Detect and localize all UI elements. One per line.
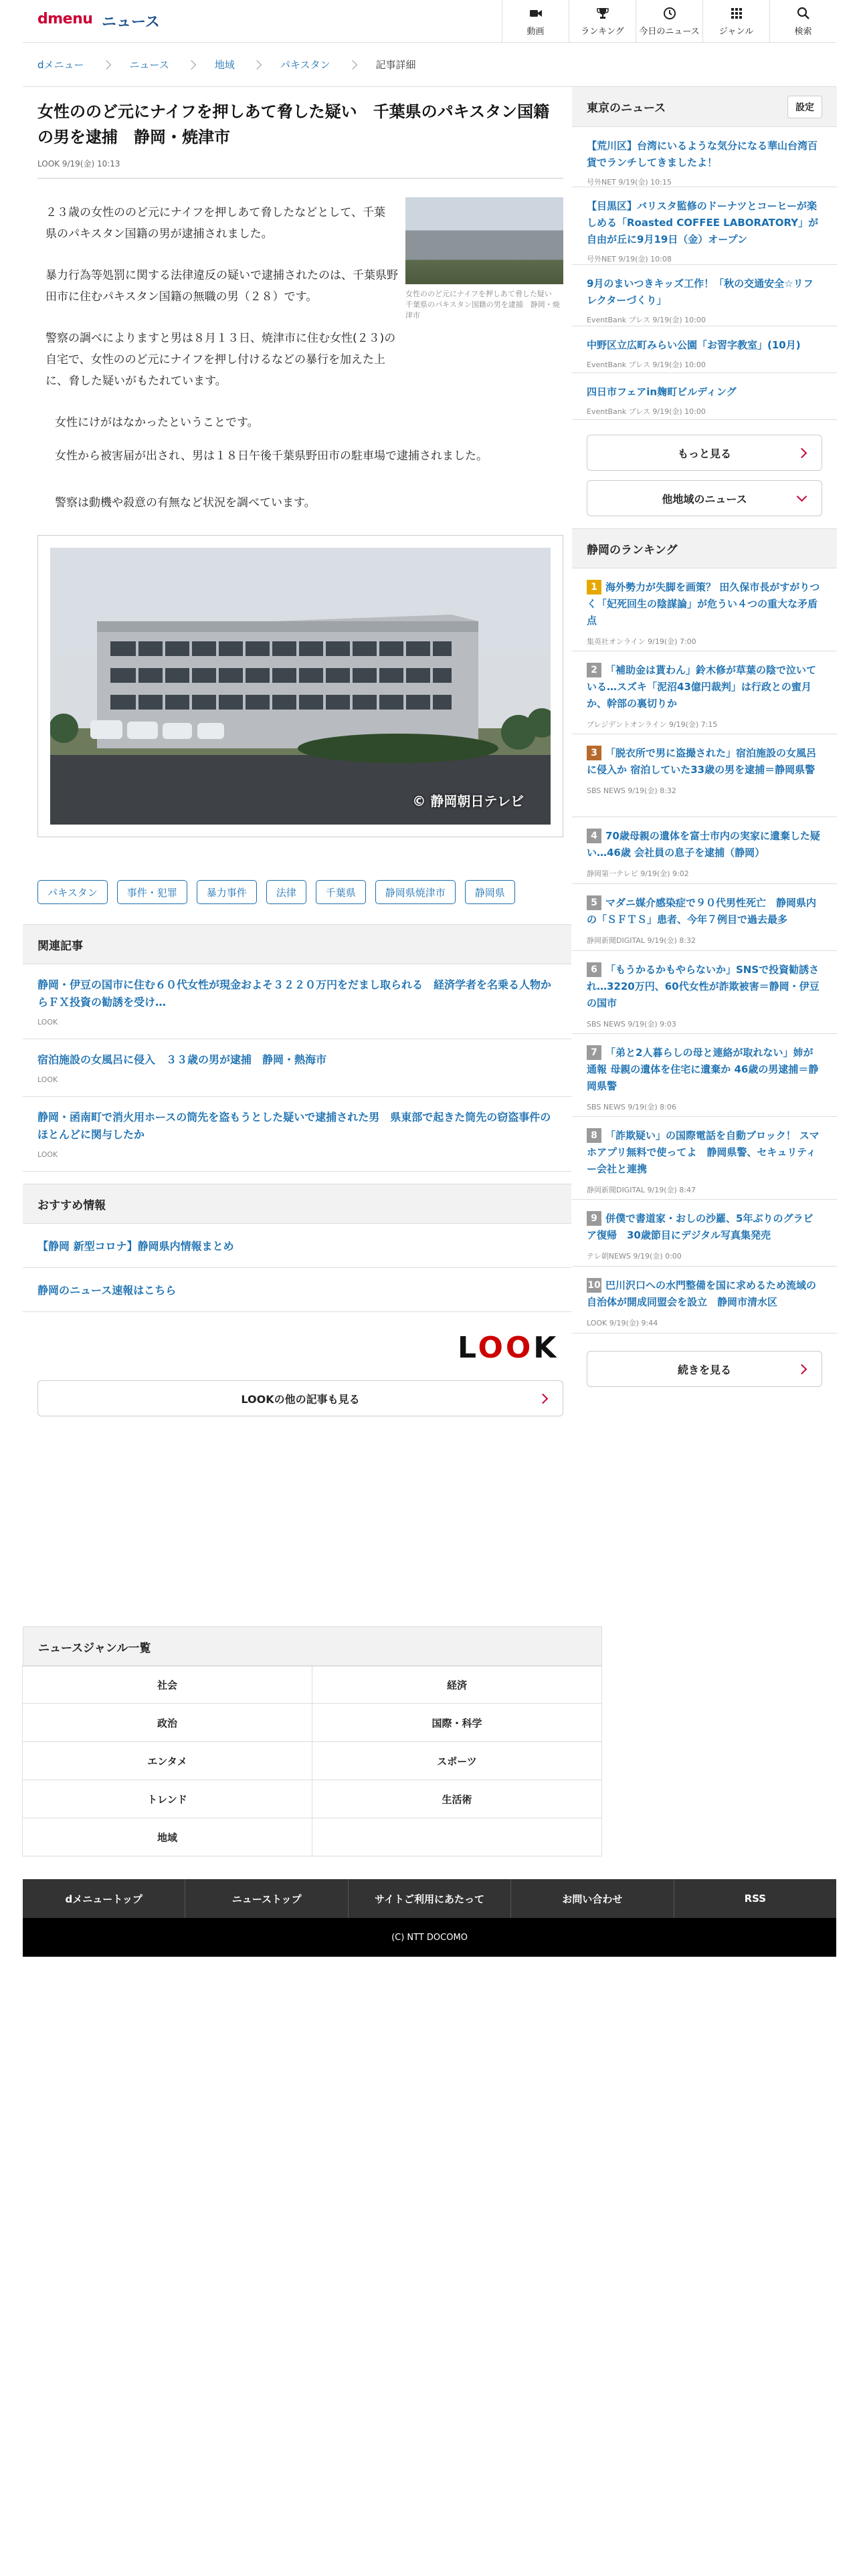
article-paragraph: 暴力行為等処罰に関する法律違反の疑いで逮捕されたのは、千葉県野田市に住むパキスタン国籍の無職の男（２８）です。 (45, 269, 398, 304)
ranking-source: LOOK 9/19(金) 9:44 (587, 1319, 658, 1327)
button-label: もっと見る (677, 447, 731, 460)
copyright: (C) NTT DOCOMO (23, 1918, 836, 1957)
related-title[interactable]: 静岡・函南町で消火用ホースの筒先を盗もうとした疑いで逮捕された男 県東部で起きた筒先の窃盗事件のほとんどに関与したか (37, 1111, 551, 1141)
ranking-title-row[interactable] (587, 828, 822, 861)
breadcrumb-region[interactable]: 地域 (214, 59, 235, 71)
tag-crime[interactable]: 事件・犯罪 (117, 880, 187, 904)
ranking-title-row[interactable] (587, 579, 822, 629)
recommend-heading: おすすめ情報 (23, 1184, 571, 1224)
ranking-item[interactable] (572, 568, 837, 651)
divider (37, 178, 563, 179)
chevron-right-icon (187, 60, 196, 69)
look-logo-letter: O (478, 1331, 506, 1365)
look-logo-letter: K (533, 1331, 559, 1365)
ranking-source: 集英社オンライン 9/19(金) 7:00 (587, 637, 696, 646)
ranking-title-row[interactable] (587, 1210, 822, 1244)
look-logo (458, 1331, 559, 1365)
ranking-title[interactable]: 「もうかるかもやらないか」SNSで投資勧誘され…3220万円、60代女性が詐欺被害＝静岡・伊豆の国市 (587, 964, 820, 1009)
nav-search[interactable] (769, 0, 836, 43)
related-item[interactable] (23, 1039, 571, 1097)
genre-link[interactable]: 政治 (22, 1703, 312, 1742)
ranking-item[interactable] (572, 734, 837, 817)
nav-label: 検索 (794, 26, 812, 37)
ranking-title-row[interactable] (587, 1277, 822, 1311)
article-thumbnail[interactable] (405, 197, 563, 284)
breadcrumb-pakistan[interactable]: パキスタン (280, 59, 330, 71)
news-source: EventBank プレス 9/19(金) 10:00 (587, 407, 706, 416)
tag-pakistan[interactable]: パキスタン (37, 880, 108, 904)
genre-link[interactable]: 経済 (312, 1665, 602, 1704)
search-icon (797, 7, 810, 20)
ranking-heading: 静岡のランキング (572, 528, 837, 568)
ranking-more-button[interactable] (587, 1351, 822, 1387)
ranking-title-row[interactable] (587, 662, 822, 712)
rank-badge: 6 (587, 962, 601, 977)
genre-empty-cell (312, 1818, 602, 1856)
genre-link[interactable]: 地域 (22, 1818, 312, 1856)
clock-icon (663, 7, 676, 20)
tokyo-news-item[interactable] (572, 187, 837, 265)
ranking-title-row[interactable] (587, 745, 822, 778)
ranking-title[interactable]: 「脱衣所で男に盗撮された」宿泊施設の女風呂に侵入か 宿泊していた33歳の男を逮捕＝静岡県警 (587, 747, 817, 776)
ranking-title[interactable]: 「補助金は貰わん」鈴木修が草葉の陰で泣いている…スズキ「泥沼43億円裁判」は行政との蜜月か、幹部の裏切りか (587, 664, 817, 710)
tokyo-news-item[interactable] (572, 265, 837, 326)
ranking-item[interactable] (572, 817, 837, 884)
news-title[interactable]: 【荒川区】台湾にいるような気分になる華山台湾百貨でランチしてきましたよ！ (587, 140, 818, 169)
news-title[interactable]: 9月のまいつきキッズ工作！「秋の交通安全☆リフレクターづくり」 (587, 278, 814, 306)
news-title[interactable]: 四日市フェアin麹町ビルディング (587, 386, 737, 398)
ranking-source: 静岡新聞DIGITAL 9/19(金) 8:32 (587, 936, 696, 945)
nav-label: 今日のニュース (639, 26, 700, 37)
related-source: LOOK (37, 1150, 58, 1159)
footer-link-terms[interactable]: サイトご利用にあたって (349, 1879, 511, 1918)
police-station-photo[interactable] (50, 548, 551, 825)
nav-label: ランキング (581, 26, 624, 37)
ranking-source: SBS NEWS 9/19(金) 9:03 (587, 1020, 676, 1029)
ranking-source: 静岡第一テレビ 9/19(金) 9:02 (587, 869, 689, 878)
breadcrumb (23, 43, 836, 87)
look-logo-letter: O (505, 1331, 534, 1365)
tag-chiba[interactable]: 千葉県 (316, 880, 366, 904)
news-source: 号外NET 9/19(金) 10:08 (587, 255, 672, 263)
rank-badge: 3 (587, 746, 601, 760)
tag-yaizu[interactable]: 静岡県焼津市 (375, 880, 456, 904)
nav-label: 動画 (527, 26, 545, 37)
rank-badge: 10 (587, 1278, 601, 1293)
genre-link[interactable]: 国際・科学 (312, 1703, 602, 1742)
tag-law[interactable]: 法律 (266, 880, 306, 904)
nav-label: ジャンル (719, 26, 754, 37)
breadcrumb-news[interactable]: ニュース (129, 59, 169, 71)
ranking-title[interactable]: マダニ媒介感染症で９０代男性死亡 静岡県内の「ＳＦＴＳ」患者、今年７例目で過去最多 (587, 897, 817, 926)
nav-ranking[interactable] (569, 0, 636, 43)
related-item[interactable] (23, 1097, 571, 1172)
ranking-item[interactable] (572, 1267, 837, 1333)
ranking-title[interactable]: 「弟と2人暮らしの母と連絡が取れない」姉が通報 母親の遺体を住宅に遺棄か 46歳の男逮捕＝静岡県警 (587, 1047, 819, 1092)
rank-badge: 8 (587, 1128, 601, 1143)
chevron-right-icon (252, 60, 262, 69)
site-header (23, 0, 836, 43)
photo-credit: © 静岡朝日テレビ (412, 793, 524, 809)
ranking-item[interactable] (572, 951, 837, 1034)
nav-genre[interactable] (702, 0, 769, 43)
news-title[interactable]: 中野区立広町みらい公園「お習字教室」(10月) (587, 339, 801, 351)
genre-link[interactable]: エンタメ (22, 1741, 312, 1780)
news-title[interactable]: 【目黒区】バリスタ監修のドーナツとコーヒーが楽しめる「Roasted COFFEE LABORATORY」が自由が丘に9月19日（金）オープン (587, 200, 819, 245)
tokyo-more-button[interactable] (587, 435, 822, 471)
related-heading: 関連記事 (23, 924, 571, 964)
tokyo-news-item[interactable] (572, 326, 837, 373)
related-source: LOOK (37, 1018, 58, 1027)
breadcrumb-current: 記事詳細 (375, 59, 416, 71)
chevron-right-icon (538, 1394, 549, 1404)
dmenu-logo[interactable]: dmenu (37, 11, 93, 27)
settings-button[interactable]: 設定 (787, 96, 822, 118)
nav-today[interactable] (636, 0, 702, 43)
ranking-title[interactable]: 巴川沢口への水門整備を国に求めるため流域の自治体が開成同盟会を設立 静岡市清水区 (587, 1279, 817, 1308)
related-title[interactable]: 宿泊施設の女風呂に侵入 ３３歳の男が逮捕 静岡・熱海市 (37, 1053, 327, 1066)
video-icon (529, 7, 543, 20)
footer-nav (23, 1879, 836, 1918)
ranking-title-row[interactable] (587, 1128, 822, 1178)
rank-badge: 1 (587, 580, 601, 595)
ranking-title-row[interactable] (587, 1045, 822, 1095)
ranking-source: テレ朝NEWS 9/19(金) 0:00 (587, 1252, 682, 1261)
ranking-title-row[interactable] (587, 962, 822, 1012)
footer-link-contact[interactable]: お問い合わせ (511, 1879, 674, 1918)
rank-badge: 7 (587, 1045, 601, 1060)
ranking-source: SBS NEWS 9/19(金) 8:06 (587, 1103, 676, 1111)
footer-link-rss[interactable]: RSS (744, 1893, 767, 1905)
thumbnail-caption: 女性ののど元にナイフを押しあて脅した疑い 千葉県のパキスタン国籍の男を逮捕 静岡・焼津市 (405, 290, 560, 320)
rank-badge: 5 (587, 895, 601, 910)
button-label: 他地域のニュース (662, 492, 747, 506)
ranking-item[interactable] (572, 1200, 837, 1267)
news-source: 号外NET 9/19(金) 10:15 (587, 178, 672, 187)
nav-video[interactable] (502, 0, 569, 43)
ranking-title[interactable]: 併僕で書道家・おしの沙羅、5年ぶりのグラビア復帰 30歳節目にデジタル写真集発売 (587, 1212, 814, 1241)
breadcrumb-dmenu[interactable]: dメニュー (37, 59, 84, 71)
chevron-right-icon (347, 60, 357, 69)
tag-shizuoka[interactable]: 静岡県 (465, 880, 515, 904)
chevron-down-icon (797, 492, 807, 502)
ranking-source: プレジデントオンライン 9/19(金) 7:15 (587, 720, 718, 729)
article-paragraph: 警察の調べによりますと男は８月１３日、焼津市に住む女性(２３)の自宅で、女性ののど元にナイフを押し付けるなどの暴行を加えた上に、脅した疑いがもたれています。 (45, 332, 396, 388)
other-region-button[interactable] (587, 480, 822, 516)
news-source: EventBank プレス 9/19(金) 10:00 (587, 360, 706, 369)
article-paragraph: ２３歳の女性ののど元にナイフを押しあて脅したなどとして、千葉県のパキスタン国籍の男が逮捕されました。 (45, 206, 385, 241)
article-meta: LOOK 9/19(金) 10:13 (37, 159, 120, 169)
news-source: EventBank プレス 9/19(金) 10:00 (587, 316, 706, 324)
genre-heading: ニュースジャンル一覧 (23, 1626, 602, 1667)
related-item[interactable] (23, 964, 571, 1039)
footer-link-news-top[interactable]: ニューストップ (185, 1879, 348, 1918)
recommend-item[interactable]: 静岡のニュース速報はこちら (23, 1268, 571, 1312)
ranking-title[interactable]: 70歳母親の遺体を富士市内の実家に遺棄した疑い…46歳 会社員の息子を逮捕（静岡） (587, 830, 820, 859)
footer-link-dmenu-top[interactable]: dメニュートップ (23, 1879, 185, 1918)
building-illustration (50, 548, 551, 825)
ranking-source: SBS NEWS 9/19(金) 8:32 (587, 786, 676, 795)
article-title: 女性ののど元にナイフを押しあて脅した疑い 千葉県のパキスタン国籍の男を逮捕 静岡・焼津市 (37, 102, 550, 146)
genre-table (23, 1666, 602, 1856)
ranking-title-row[interactable] (587, 895, 822, 928)
ranking-item[interactable] (572, 1034, 837, 1117)
grid-icon (730, 7, 743, 20)
trophy-icon (596, 7, 609, 20)
article-paragraph: 警察は動機や殺意の有無など状況を調べています。 (55, 496, 316, 510)
chevron-right-icon (101, 60, 110, 69)
look-more-button[interactable] (37, 1380, 563, 1416)
rank-badge: 9 (587, 1211, 601, 1226)
news-logo[interactable]: ニュース (102, 14, 160, 31)
ranking-title[interactable]: 海外勢力が失脚を画策？ 田久保市長がすがりつく「妃死回生の陰謀論」が危うい４つの重大な矛盾点 (587, 581, 820, 627)
tag-list (37, 880, 563, 904)
chevron-right-icon (797, 1364, 807, 1375)
related-title[interactable]: 静岡・伊豆の国市に住む６０代女性が現金およそ３２２０万円をだまし取られる 経済学者を名乗る人物からＦＸ投資の勧誘を受け… (37, 978, 552, 1008)
genre-link[interactable]: トレンド (22, 1780, 312, 1818)
rank-badge: 2 (587, 663, 601, 677)
heading-label: 東京のニュース (587, 102, 666, 115)
tokyo-news-item[interactable] (572, 373, 837, 420)
article-photo-frame (37, 535, 563, 837)
article-paragraph: 女性にけがはなかったということです。 (55, 416, 259, 429)
ranking-source: 静岡新聞DIGITAL 9/19(金) 8:47 (587, 1186, 696, 1194)
look-logo-letter: L (458, 1331, 478, 1365)
ranking-item[interactable] (572, 1117, 837, 1200)
genre-link[interactable]: 社会 (22, 1665, 312, 1704)
genre-link[interactable]: 生活術 (312, 1780, 602, 1818)
related-source: LOOK (37, 1075, 58, 1084)
button-label: LOOKの他の記事も見る (241, 1392, 360, 1406)
ranking-item[interactable] (572, 651, 837, 734)
tag-violence[interactable]: 暴力事件 (197, 880, 257, 904)
article-paragraph: 女性から被害届が出され、男は１８日午後千葉県野田市の駐車場で逮捕されました。 (55, 449, 488, 463)
genre-link[interactable]: スポーツ (312, 1741, 602, 1780)
button-label: 続きを見る (677, 1363, 731, 1376)
ranking-title[interactable]: 「詐欺疑い」の国際電話を自動ブロック！ スマホアプリ無料で使ってよ 静岡県警、セキュリティー会社と連携 (587, 1130, 820, 1175)
ranking-item[interactable] (572, 884, 837, 951)
rank-badge: 4 (587, 829, 601, 843)
tokyo-news-heading (572, 87, 837, 127)
recommend-item[interactable]: 【静岡 新型コロナ】静岡県内情報まとめ (23, 1224, 571, 1268)
chevron-right-icon (797, 448, 807, 459)
tokyo-news-item[interactable] (572, 127, 837, 187)
header-nav (502, 0, 836, 43)
